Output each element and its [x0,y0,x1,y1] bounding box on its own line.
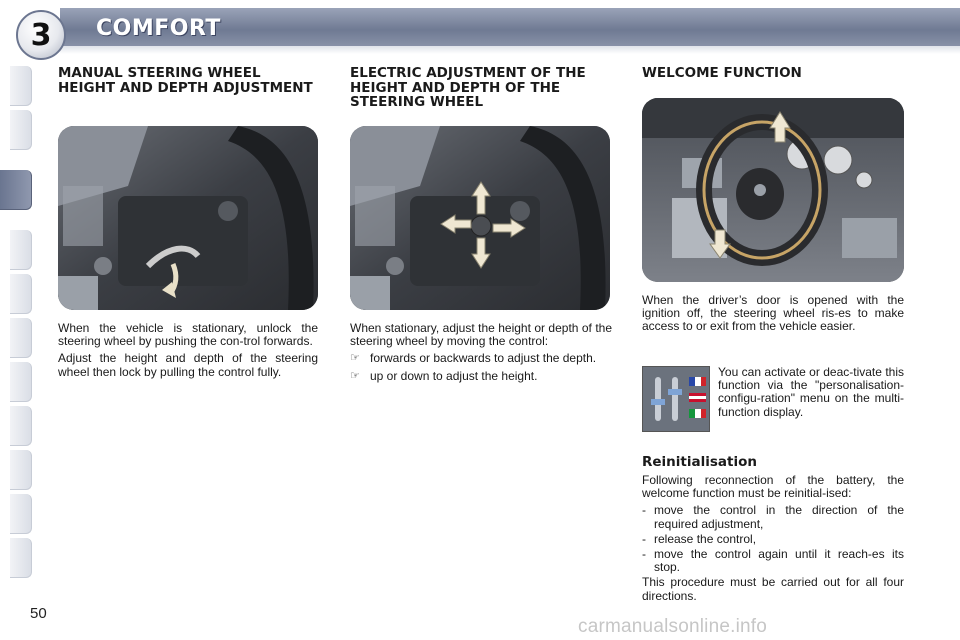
welcome-paragraph-block [642,294,904,338]
steering-wheel-illustration [642,98,904,282]
manual-paragraph: Adjust the height and depth of the steering wheel then lock by pulling the control fully. [58,351,318,379]
welcome-function-section [642,66,904,81]
side-tab[interactable] [10,110,32,150]
bullet-text: up or down to adjust the height. [370,368,538,383]
manual-section-text [58,322,318,383]
bullet-item [350,370,612,383]
dash-marker: - [642,547,646,562]
chapter-title: COMFORT [96,16,221,41]
reinitialisation-text [642,474,904,607]
side-tab[interactable] [10,538,32,578]
dash-marker: - [642,531,646,546]
menu-note: You can activate or deac-tivate this function via the "personalisation-configu-ration" menu on the multi-function display. [718,365,904,419]
multifunction-display-menu-icon [642,366,710,432]
side-tab[interactable] [10,318,32,358]
side-tab-active[interactable] [0,170,32,210]
menu-note-block [718,366,904,423]
electric-control-illustration [350,126,610,310]
side-tab[interactable] [10,66,32,106]
reinit-step-text: move the control again until it reach-es its stop. [654,547,904,575]
side-tab[interactable] [10,450,32,490]
pointing-hand-icon: ☞ [350,369,360,382]
manual-adjustment-section [58,66,320,95]
electric-adjustment-photo [350,126,610,310]
reinitialisation-title: Reinitialisation [642,454,757,470]
welcome-paragraph: When the driver’s door is opened with the ignition off, the steering wheel ris-es to make access to or exit from the vehicle easier. [642,293,904,334]
page-header [0,0,960,62]
reinit-outro: This procedure must be carried out for all four directions. [642,575,904,603]
welcome-function-photo [642,98,904,282]
electric-adjustment-section [350,66,612,110]
reinit-step [642,548,904,574]
bullet-item [350,352,612,365]
manual-paragraph: When the vehicle is stationary, unlock the steering wheel by pushing the con-trol forwards. [58,321,318,349]
side-tab[interactable] [10,494,32,534]
electric-section-title: ELECTRIC ADJUSTMENT OF THE HEIGHT AND DEPTH OF THE STEERING WHEEL [350,65,586,110]
reinit-step-text: release the control, [654,531,757,546]
header-band-shadow [60,46,960,54]
steering-column-lever-illustration [58,126,318,310]
page-number: 50 [30,605,47,622]
chapter-side-tabs [0,62,36,582]
chapter-number-badge [16,10,66,60]
site-watermark: carmanualsonline.info [578,616,768,637]
electric-intro: When stationary, adjust the height or depth of the steering wheel by moving the control: [350,321,612,349]
pointing-hand-icon: ☞ [350,352,360,365]
side-tab[interactable] [10,362,32,402]
welcome-section-title: WELCOME FUNCTION [642,65,802,81]
chapter-number: 3 [30,17,52,53]
reinit-step [642,533,904,546]
manual-section-title: MANUAL STEERING WHEEL HEIGHT AND DEPTH ADJUSTMENT [58,65,313,96]
side-tab[interactable] [10,274,32,314]
reinit-step [642,504,904,530]
side-tab[interactable] [10,406,32,446]
reinitialisation-section [642,454,904,470]
personalisation-settings-icon [643,367,709,431]
electric-section-text [350,322,612,387]
bullet-text: forwards or backwards to adjust the depth. [370,351,597,366]
reinit-step-text: move the control in the direction of the required adjustment, [654,503,904,531]
manual-adjustment-photo [58,126,318,310]
dash-marker: - [642,503,646,518]
side-tab[interactable] [10,230,32,270]
reinit-intro: Following reconnection of the battery, the welcome function must be reinitial-ised: [642,473,904,501]
